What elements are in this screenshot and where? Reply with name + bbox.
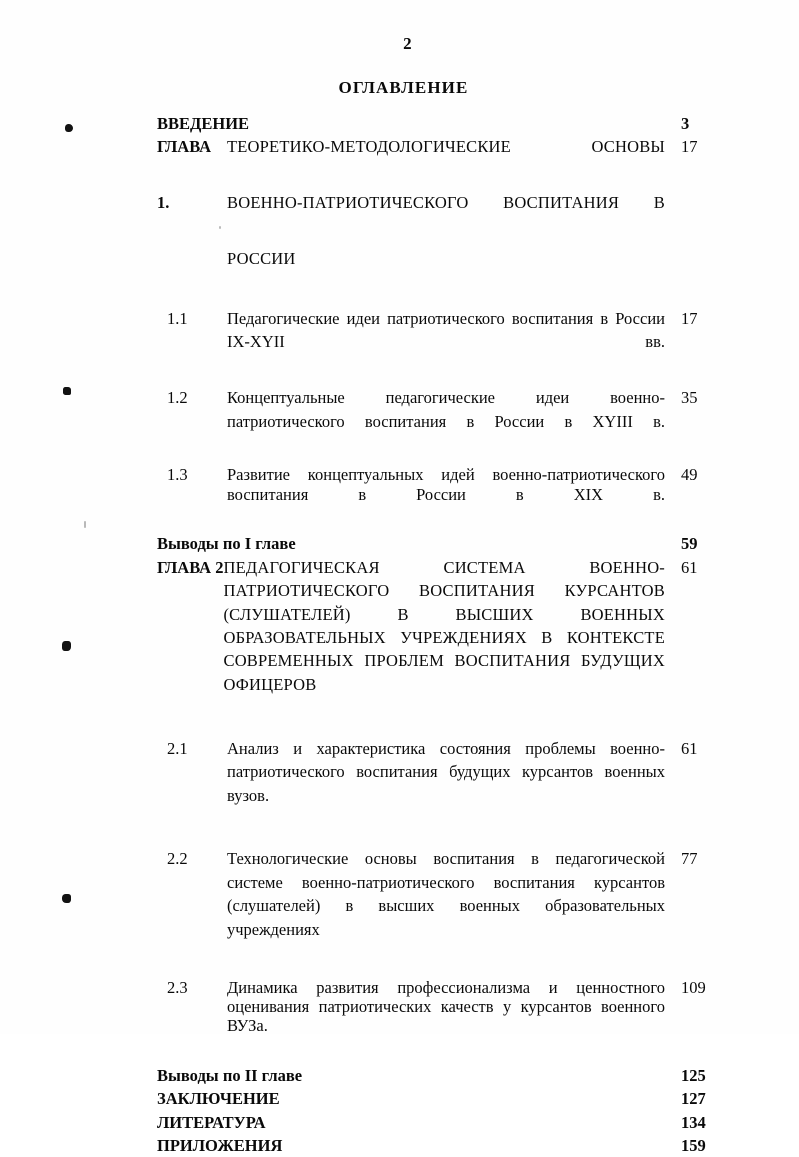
spacer [157, 377, 719, 386]
toc-entry-appendices[interactable] [157, 1134, 719, 1157]
toc-entry-number: 1.1 [167, 308, 188, 328]
toc-entry-text: Динамика развития профессионализма и ценностного оценивания патриотических качеств у курсантов военного ВУЗа. [227, 977, 665, 1036]
toc-entry-1-2[interactable] [157, 386, 719, 456]
table-of-contents [157, 112, 719, 1157]
toc-entry-label: Выводы по I главе [157, 534, 296, 554]
toc-entry-page: 17 [681, 137, 698, 157]
toc-entry-page: 134 [681, 1112, 706, 1132]
toc-entry-conclusions-chapter-1[interactable] [157, 532, 719, 555]
spacer [157, 830, 719, 847]
toc-entry-label: ЗАКЛЮЧЕНИЕ [157, 1089, 280, 1109]
scan-speckle [63, 387, 71, 395]
toc-entry-conclusion[interactable] [157, 1087, 719, 1110]
toc-entry-number: 1.3 [167, 465, 188, 485]
page-title: ОГЛАВЛЕНИЕ [338, 78, 469, 97]
toc-entry-chapter-2[interactable] [157, 556, 719, 720]
toc-entry-page: 109 [681, 977, 706, 997]
scan-dust [219, 226, 221, 229]
toc-entry-text: Концептуальные педагогические идеи военно-патриотического воспитания в России в XYIII в. [227, 388, 665, 431]
toc-chapter-1-text-line2: ВОЕННО-ПАТРИОТИЧЕСКОГО ВОСПИТАНИЯ В [227, 193, 665, 213]
spacer [157, 456, 719, 465]
scan-dust [84, 521, 86, 528]
toc-chapter-2-label: ГЛАВА 2 [157, 557, 224, 577]
toc-entry-page: 61 [681, 738, 698, 758]
toc-entry-number: 2.1 [167, 738, 188, 758]
toc-entry-page: 49 [681, 465, 698, 485]
spacer [157, 720, 719, 737]
toc-entry-number: 2.2 [167, 849, 188, 869]
toc-entry-label: ВВЕДЕНИЕ [157, 114, 250, 133]
toc-entry-page: 35 [681, 388, 698, 408]
toc-entry-text: Педагогические идеи патриотического воспитания в России IX-XYII вв. [227, 308, 665, 352]
toc-entry-page: 127 [681, 1089, 706, 1109]
toc-entry-label: ЛИТЕРАТУРА [157, 1112, 266, 1132]
spacer [157, 294, 719, 307]
toc-entry-introduction[interactable] [157, 112, 719, 135]
scan-speckle [62, 894, 71, 903]
toc-entry-text: Технологические основы воспитания в педагогической системе военно-патриотического воспитания курсантов (слушателей) в высших военных образовательных учреждениях [227, 849, 665, 939]
toc-entry-2-3[interactable] [157, 978, 719, 1055]
spacer [157, 965, 719, 978]
toc-entry-page: 3 [681, 114, 690, 133]
toc-entry-1-3[interactable] [157, 465, 719, 523]
toc-entry-page: 59 [681, 534, 698, 554]
toc-entry-page: 61 [681, 557, 698, 577]
toc-entry-page: 17 [681, 308, 698, 328]
toc-entry-2-1[interactable] [157, 737, 719, 831]
toc-entry-chapter-1-line-2[interactable] [157, 191, 719, 238]
toc-entry-label: Выводы по II главе [157, 1065, 303, 1085]
spacer [157, 182, 719, 191]
toc-entry-label: ПРИЛОЖЕНИЯ [157, 1136, 283, 1155]
toc-entry-conclusions-chapter-2[interactable] [157, 1064, 719, 1087]
toc-entry-1-1[interactable] [157, 307, 719, 377]
page-folio-number: 2 [403, 34, 412, 53]
toc-chapter-1-text-line3: РОССИИ [227, 249, 296, 269]
toc-entry-page: 77 [681, 849, 698, 869]
toc-entry-2-2[interactable] [157, 847, 719, 964]
scan-speckle [65, 124, 73, 132]
toc-entry-number: 1.2 [167, 388, 188, 408]
spacer [157, 238, 719, 247]
toc-entry-text: Развитие концептуальных идей военно-патриотического воспитания в России в XIX в. [227, 465, 665, 504]
toc-chapter-1-label-line2: 1. [157, 193, 170, 213]
toc-entry-chapter-1-line-1[interactable] [157, 135, 719, 182]
toc-entry-page: 159 [681, 1136, 706, 1155]
toc-chapter-2-text: ПЕДАГОГИЧЕСКАЯ СИСТЕМА ВОЕННО-ПАТРИОТИЧЕСКОГО ВОСПИТАНИЯ КУРСАНТОВ (СЛУШАТЕЛЕЙ) В ВЫСШИХ ВОЕННЫХ ОБРАЗОВАТЕЛЬНЫХ УЧРЕЖДЕНИЯХ В КОНТЕКСТЕ СОВРЕМЕННЫХ ПРОБЛЕМ ВОСПИТАНИЯ БУДУЩИХ ОФИЦЕРОВ [223, 557, 665, 694]
spacer [157, 1055, 719, 1064]
toc-entry-bibliography[interactable] [157, 1111, 719, 1134]
toc-chapter-1-label-line1: ГЛАВА [157, 137, 212, 157]
toc-entry-page: 125 [681, 1065, 706, 1085]
spacer [157, 523, 719, 532]
toc-entry-chapter-1-line-3[interactable] [157, 247, 719, 294]
toc-entry-text: Анализ и характеристика состояния проблемы военно-патриотического воспитания будущих курсантов военных вузов. [227, 738, 665, 805]
toc-entry-number: 2.3 [167, 977, 188, 997]
toc-chapter-1-text-line1: ТЕОРЕТИКО-МЕТОДОЛОГИЧЕСКИЕ ОСНОВЫ [227, 137, 665, 157]
scan-speckle [62, 641, 71, 651]
